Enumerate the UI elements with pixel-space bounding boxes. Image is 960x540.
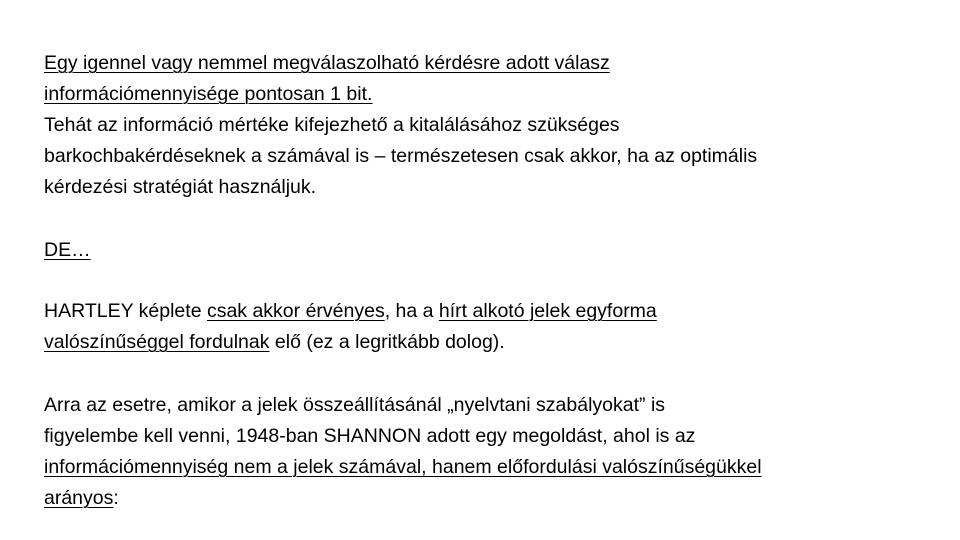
text-line	[44, 296, 944, 327]
text-line: kérdezési stratégiát használjuk.	[44, 176, 317, 198]
text-line: információmennyiség nem a jelek számával, hanem előfordulási valószínűségükkel	[44, 456, 762, 478]
paragraph-de	[44, 235, 944, 266]
text-segment: , ha a	[384, 300, 439, 322]
text-segment-underlined: arányos	[44, 487, 114, 509]
text-line: figyelembe kell venni, 1948-ban SHANNON adott egy megoldást, ahol is az	[44, 425, 696, 447]
paragraph-shannon	[44, 390, 944, 514]
text-line	[44, 483, 944, 514]
text-segment: HARTLEY képlete	[44, 300, 207, 322]
text-line: Arra az esetre, amikor a jelek összeállításánál „nyelvtani szabályokat” is	[44, 394, 666, 416]
text-line: információmennyisége pontosan 1 bit.	[44, 83, 373, 105]
text-segment-underlined: valószínűséggel fordulnak	[44, 331, 270, 353]
text-line	[44, 327, 944, 358]
text-line: Tehát az információ mértéke kifejezhető a kitalálásához szükséges	[44, 114, 620, 136]
text-line: barkochbakérdéseknek a számával is – természetesen csak akkor, ha az optimális	[44, 145, 758, 167]
text-segment-underlined: hírt alkotó jelek egyforma	[438, 300, 657, 322]
text-segment: elő (ez a legritkább dolog).	[269, 331, 505, 353]
heading-de: DE…	[44, 239, 91, 261]
paragraph-bit-definition	[44, 48, 944, 203]
text-segment: :	[113, 487, 119, 509]
text-segment-underlined: csak akkor érvényes	[206, 300, 385, 322]
text-line: Egy igennel vagy nemmel megválaszolható kérdésre adott válasz	[44, 52, 610, 74]
paragraph-hartley	[44, 296, 944, 358]
